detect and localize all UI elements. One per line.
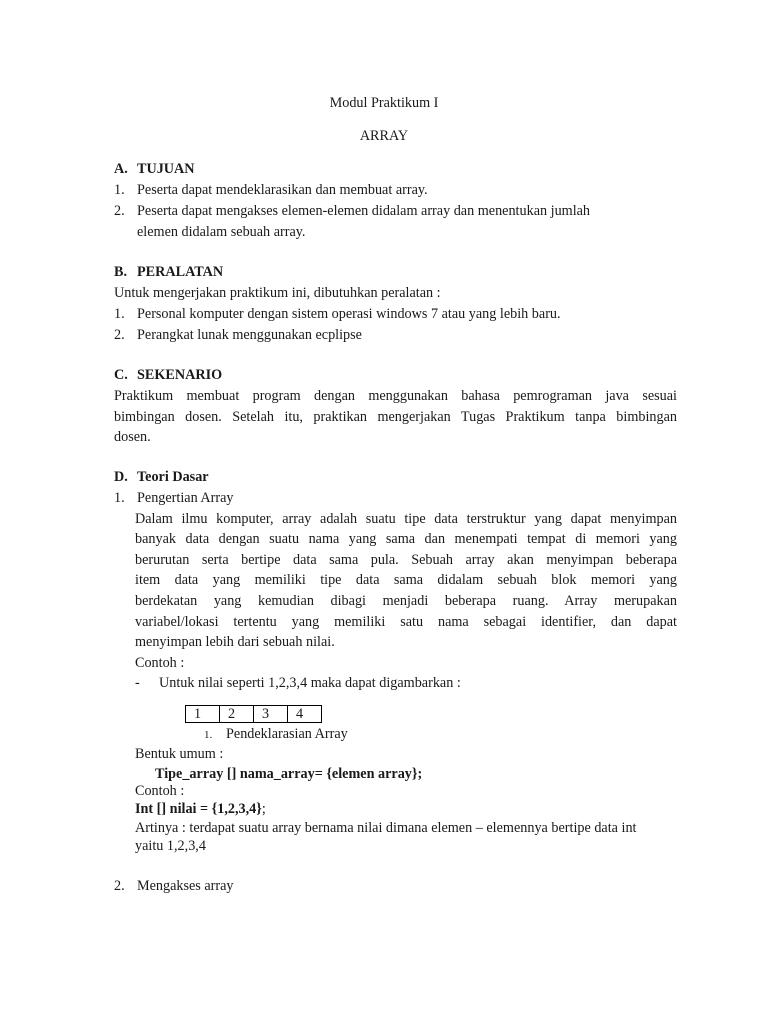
section-d-number: D. [114,469,128,485]
paragraph-line: Praktikum membuat program dengan menggunakan bahasa pemrograman java sesuai [114,388,677,404]
list-item-text: Personal komputer dengan sistem operasi windows 7 atau yang lebih baru. [137,306,561,322]
array-cell: 1 [186,706,220,723]
paragraph-line: dosen. [114,429,151,445]
document-subtitle: ARRAY [359,128,409,144]
paragraph-line: menyimpan lebih dari sebuah nilai. [135,634,335,650]
paragraph-line: bimbingan dosen. Setelah itu, praktikan mengerjakan Tugas Praktikum tanpa bimbingan [114,409,677,425]
section-c-title: SEKENARIO [137,367,223,383]
paragraph-line: berdekatan yang kemudian dibagi menjadi beberapa ruang. Array merupakan [135,593,677,609]
list-item-number: 2. [114,878,125,894]
explanation-line: yaitu 1,2,3,4 [135,838,206,854]
array-diagram [185,705,322,723]
code-example-tail: ; [261,801,266,817]
list-item-text: Peserta dapat mendeklarasikan dan membuat array. [137,182,428,198]
paragraph-line: item data yang memiliki tipe data sama didalam sebuah blok memori yang [135,572,677,588]
section-a-number: A. [114,161,128,177]
section-b-number: B. [114,264,128,280]
sub-list-title: Pendeklarasian Array [226,726,348,742]
syntax-label: Bentuk umum : [135,746,224,762]
bullet-mark: - [135,675,140,691]
paragraph-line: berurutan serta bertipe data sama pula. Sebuah array akan menyimpan beberapa [135,552,677,568]
explanation-line: Artinya : terdapat suatu array bernama nilai dimana elemen – elemennya bertipe data int [135,820,637,836]
list-item-number: 1. [114,182,125,198]
subsection-title: Pengertian Array [137,490,234,506]
bullet-text: Untuk nilai seperti 1,2,3,4 maka dapat digambarkan : [159,675,461,691]
sub-list-number: 1. [204,729,213,741]
syntax-text: Tipe_array [] nama_array= {elemen array}; [155,766,423,782]
paragraph-line: banyak data dengan suatu nama yang sama dan menempati tempat di memori yang [135,531,677,547]
list-item-number: 1. [114,490,125,506]
section-d-title: Teori Dasar [137,469,209,485]
code-example [135,799,266,820]
array-cell: 2 [220,706,254,723]
list-item-text: elemen didalam sebuah array. [137,224,306,240]
section-c-number: C. [114,367,128,383]
example-label: Contoh : [135,655,185,671]
subsection-title: Mengakses array [137,878,234,894]
list-item-text: Perangkat lunak menggunakan ecplipse [137,327,362,343]
list-item-number: 1. [114,306,125,322]
section-b-title: PERALATAN [137,264,224,280]
paragraph-line: Dalam ilmu komputer, array adalah suatu tipe data terstruktur yang dapat menyimpan [135,511,677,527]
list-item-text: Peserta dapat mengakses elemen-elemen didalam array dan menentukan jumlah [137,203,591,219]
list-item-number: 2. [114,203,125,219]
paragraph-line: variabel/lokasi tertentu yang memiliki satu nama sebagai identifier, dan dapat [135,614,677,630]
section-b-intro: Untuk mengerjakan praktikum ini, dibutuhkan peralatan : [114,285,441,301]
code-example-bold: Int [] nilai = {1,2,3,4} [135,801,262,817]
array-cell: 4 [288,706,322,723]
example-label: Contoh : [135,783,185,799]
list-item-number: 2. [114,327,125,343]
section-a-title: TUJUAN [137,161,195,177]
array-cell: 3 [254,706,288,723]
document-title: Modul Praktikum I [329,95,439,111]
